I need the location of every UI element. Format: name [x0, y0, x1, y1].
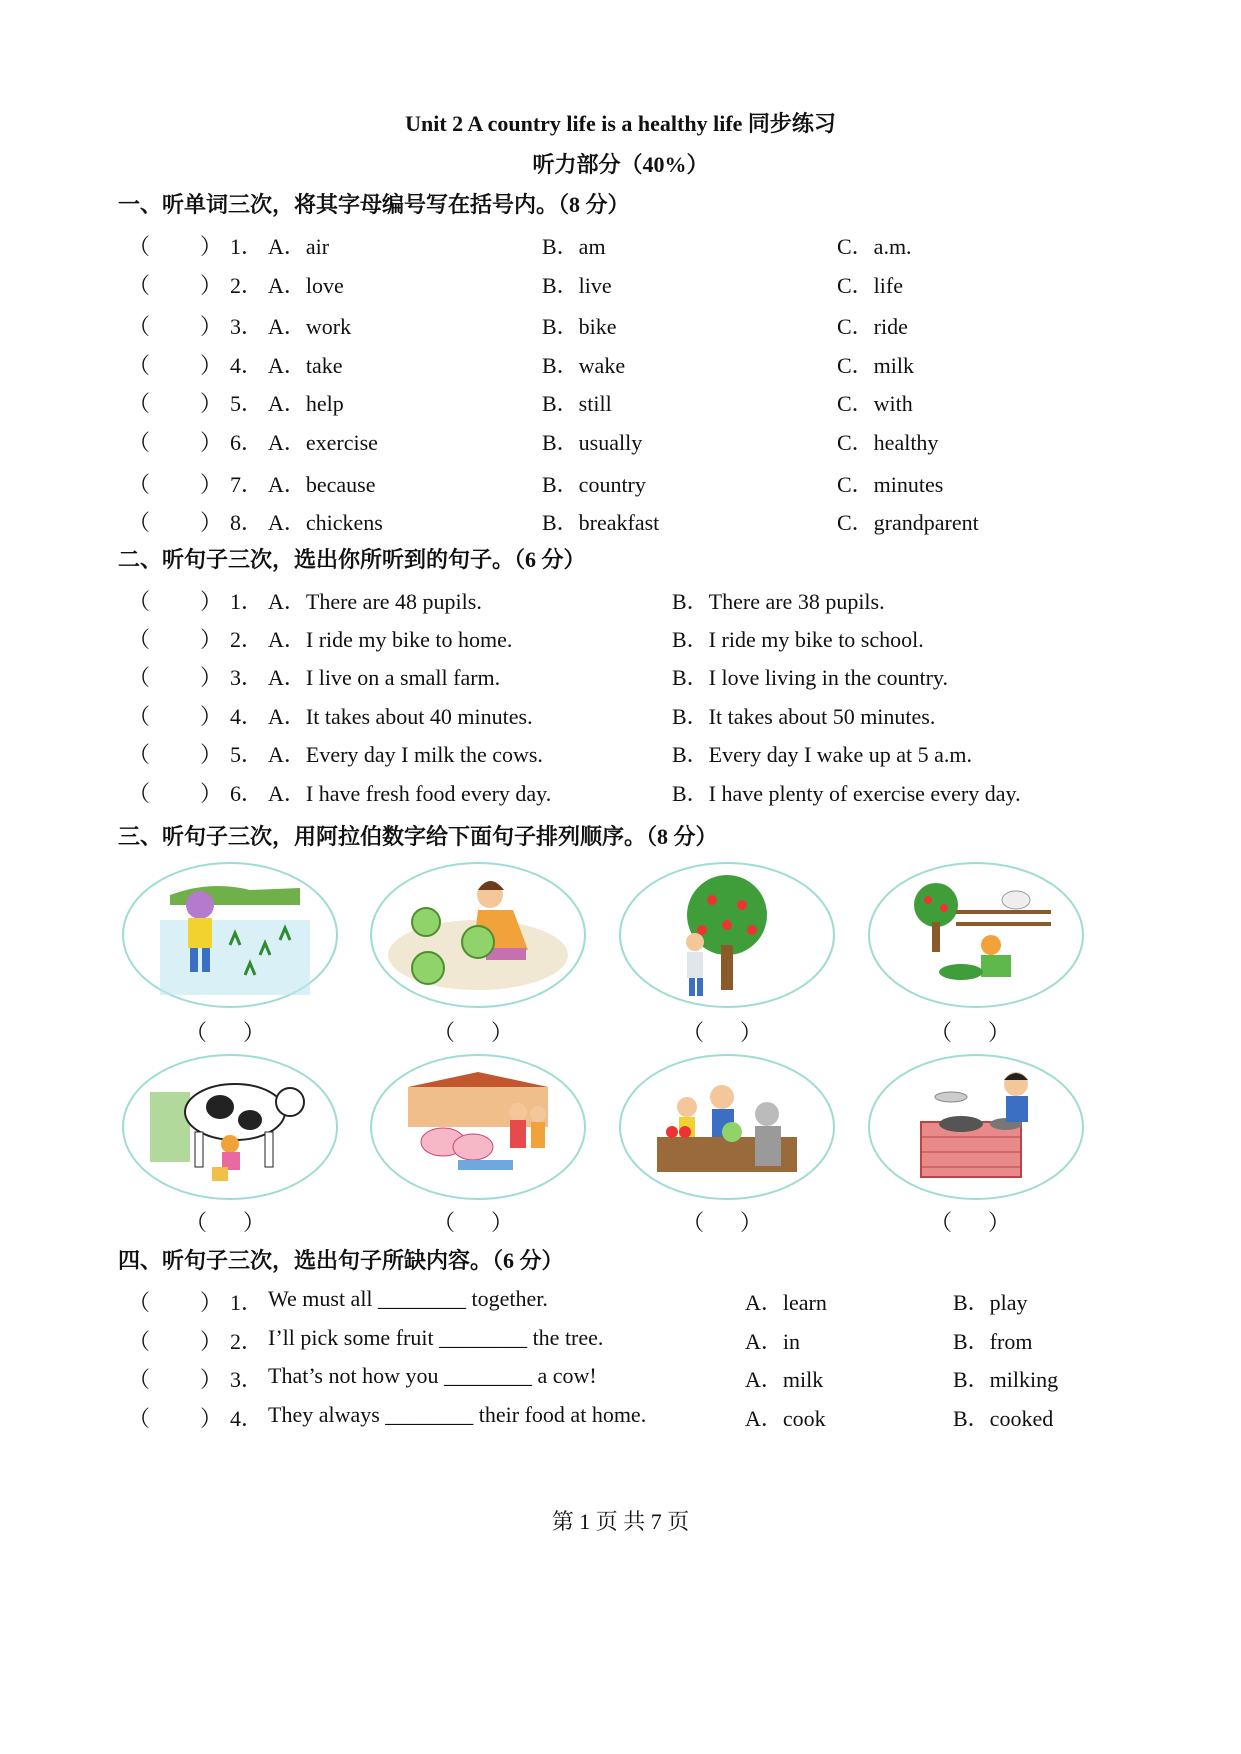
option-a[interactable]: A．learn	[745, 1290, 827, 1315]
question-row	[0, 468, 1241, 498]
answer-paren-left[interactable]: （	[128, 627, 151, 652]
question-number: 4．	[230, 704, 264, 729]
option-c[interactable]: C．minutes	[837, 472, 944, 497]
answer-paren-right: ）	[200, 781, 223, 806]
question-text: They always ________ their food at home.	[268, 1402, 647, 1427]
option-c[interactable]: C．milk	[837, 353, 915, 378]
picture-picking-apples	[617, 860, 837, 1010]
answer-paren-right: ）	[200, 353, 223, 378]
option-a[interactable]: A．take	[268, 353, 343, 378]
option-a[interactable]: A．Every day I milk the cows.	[268, 742, 543, 767]
pig-icon	[368, 1052, 588, 1202]
picture-cooking-stove	[866, 1052, 1086, 1202]
answer-paren-left[interactable]: （	[128, 391, 151, 416]
option-b[interactable]: B．play	[953, 1290, 1028, 1315]
answer-paren-left[interactable]: （	[128, 1367, 151, 1392]
question-number: 1．	[230, 589, 264, 614]
answer-paren-left[interactable]: （	[128, 742, 151, 767]
farm-icon	[866, 860, 1086, 1010]
answer-paren-left[interactable]: （	[128, 314, 151, 339]
answer-paren-left[interactable]: （	[128, 1290, 151, 1315]
picture-feeding-pigs	[368, 1052, 588, 1202]
option-b[interactable]: B．am	[542, 234, 606, 259]
option-a[interactable]: A．I ride my bike to home.	[268, 627, 513, 652]
question-row	[0, 585, 1241, 615]
answer-paren-right: ）	[200, 1290, 223, 1315]
section3-heading: 三、听句子三次，用阿拉伯数字给下面句子排列顺序。（8 分）	[118, 824, 718, 849]
question-row	[0, 661, 1241, 691]
question-number: 2．	[230, 627, 264, 652]
question-number: 4．	[230, 1406, 264, 1431]
picture-planting-rice	[120, 860, 340, 1010]
answer-paren-right: ）	[200, 472, 223, 497]
apple-tree-icon	[617, 860, 837, 1010]
option-c[interactable]: C．life	[837, 273, 903, 298]
option-b[interactable]: B．There are 38 pupils.	[672, 589, 885, 614]
option-b[interactable]: B．I love living in the country.	[672, 665, 948, 690]
answer-paren-right: ）	[200, 1406, 223, 1431]
option-a[interactable]: A．because	[268, 472, 376, 497]
option-b[interactable]: B．live	[542, 273, 612, 298]
question-row	[0, 700, 1241, 730]
option-b[interactable]: B．It takes about 50 minutes.	[672, 704, 936, 729]
question-number: 5．	[230, 391, 264, 416]
question-row	[0, 310, 1241, 340]
question-number: 1．	[230, 234, 264, 259]
question-row	[0, 269, 1241, 299]
answer-paren-left[interactable]: （	[128, 665, 151, 690]
answer-paren-right: ）	[200, 665, 223, 690]
section4-heading: 四、听句子三次，选出句子所缺内容。（6 分）	[118, 1248, 564, 1273]
option-b[interactable]: B．cooked	[953, 1406, 1054, 1431]
option-a[interactable]: A．air	[268, 234, 330, 259]
option-b[interactable]: B．Every day I wake up at 5 a.m.	[672, 742, 972, 767]
answer-paren-left[interactable]: （	[128, 1329, 151, 1354]
option-c[interactable]: C．ride	[837, 314, 908, 339]
answer-paren-left[interactable]: （	[128, 273, 151, 298]
question-number: 6．	[230, 781, 264, 806]
option-a[interactable]: A．in	[745, 1329, 801, 1354]
question-row	[0, 426, 1241, 456]
picture-market-vegetables	[617, 1052, 837, 1202]
answer-paren-left[interactable]: （	[128, 781, 151, 806]
question-number: 4．	[230, 353, 264, 378]
option-a[interactable]: A．chickens	[268, 510, 383, 535]
answer-paren-right: ）	[200, 1329, 223, 1354]
answer-paren-right: ）	[200, 430, 223, 455]
option-b[interactable]: B．still	[542, 391, 612, 416]
option-a[interactable]: A．I have fresh food every day.	[268, 781, 552, 806]
question-row	[0, 623, 1241, 653]
answer-paren-right: ）	[200, 742, 223, 767]
answer-paren-left[interactable]: （	[128, 234, 151, 259]
market-icon	[617, 1052, 837, 1202]
answer-paren-left[interactable]: （	[128, 353, 151, 378]
stove-icon	[866, 1052, 1086, 1202]
option-b[interactable]: B．milking	[953, 1367, 1059, 1392]
question-number: 7．	[230, 472, 264, 497]
answer-paren-left[interactable]: （	[128, 1406, 151, 1431]
answer-paren-left[interactable]: （	[128, 589, 151, 614]
question-row	[0, 1363, 1241, 1393]
question-number: 2．	[230, 273, 264, 298]
option-b[interactable]: B．breakfast	[542, 510, 660, 535]
answer-paren-left[interactable]: （	[128, 430, 151, 455]
option-b[interactable]: B．I ride my bike to school.	[672, 627, 924, 652]
option-c[interactable]: C．a.m.	[837, 234, 912, 259]
question-row	[0, 387, 1241, 417]
answer-paren-right: ）	[200, 314, 223, 339]
question-number: 8．	[230, 510, 264, 535]
section2-heading: 二、听句子三次，选出你所听到的句子。（6 分）	[118, 547, 586, 572]
question-text: I’ll pick some fruit ________ the tree.	[268, 1325, 604, 1350]
option-a[interactable]: A．help	[268, 391, 344, 416]
question-text: That’s not how you ________ a cow!	[268, 1363, 597, 1388]
answer-paren-left[interactable]: （	[128, 704, 151, 729]
question-number: 3．	[230, 314, 264, 339]
question-number: 3．	[230, 665, 264, 690]
answer-paren-right: ）	[200, 1367, 223, 1392]
cabbage-icon	[368, 860, 588, 1010]
answer-paren-right: ）	[200, 627, 223, 652]
answer-paren-right: ）	[200, 589, 223, 614]
option-b[interactable]: B．wake	[542, 353, 626, 378]
question-row	[0, 738, 1241, 768]
question-row	[0, 1325, 1241, 1355]
option-a[interactable]: A．milk	[745, 1367, 824, 1392]
question-row	[0, 230, 1241, 260]
option-c[interactable]: C．healthy	[837, 430, 939, 455]
question-number: 5．	[230, 742, 264, 767]
option-a[interactable]: A．I live on a small farm.	[268, 665, 501, 690]
question-row	[0, 349, 1241, 379]
answer-paren-right: ）	[200, 273, 223, 298]
option-b[interactable]: B．country	[542, 472, 646, 497]
cow-icon	[120, 1052, 340, 1202]
option-c[interactable]: C．grandparent	[837, 510, 979, 535]
option-b[interactable]: B．bike	[542, 314, 617, 339]
option-a[interactable]: A．It takes about 40 minutes.	[268, 704, 533, 729]
option-a[interactable]: A．work	[268, 314, 352, 339]
option-a[interactable]: A．There are 48 pupils.	[268, 589, 482, 614]
page-subtitle: 听力部分（40%）	[532, 152, 709, 177]
page-footer: 第 1 页 共 7 页	[551, 1509, 690, 1534]
question-number: 1．	[230, 1290, 264, 1315]
answer-paren-right: ）	[200, 391, 223, 416]
question-row	[0, 1286, 1241, 1316]
question-number: 3．	[230, 1367, 264, 1392]
picture-picking-cabbages	[368, 860, 588, 1010]
answer-paren-right: ）	[200, 234, 223, 259]
option-c[interactable]: C．with	[837, 391, 913, 416]
answer-paren-left[interactable]: （	[128, 472, 151, 497]
answer-paren-right: ）	[200, 510, 223, 535]
question-row	[0, 506, 1241, 536]
option-b[interactable]: B．usually	[542, 430, 643, 455]
question-number: 6．	[230, 430, 264, 455]
page-title: Unit 2 A country life is a healthy life 同步练习	[405, 111, 836, 136]
planting-rice-icon	[120, 860, 340, 1010]
answer-paren-left[interactable]: （	[128, 510, 151, 535]
option-a[interactable]: A．love	[268, 273, 344, 298]
picture-milking-cow	[120, 1052, 340, 1202]
option-a[interactable]: A．exercise	[268, 430, 378, 455]
question-number: 2．	[230, 1329, 264, 1354]
question-row	[0, 1402, 1241, 1432]
option-b[interactable]: B．from	[953, 1329, 1033, 1354]
answer-paren-right: ）	[200, 704, 223, 729]
option-b[interactable]: B．I have plenty of exercise every day.	[672, 781, 1021, 806]
picture-farm-gardening	[866, 860, 1086, 1010]
question-row	[0, 777, 1241, 807]
section1-heading: 一、听单词三次，将其字母编号写在括号内。（8 分）	[118, 192, 630, 217]
question-text: We must all ________ together.	[268, 1286, 548, 1311]
option-a[interactable]: A．cook	[745, 1406, 826, 1431]
